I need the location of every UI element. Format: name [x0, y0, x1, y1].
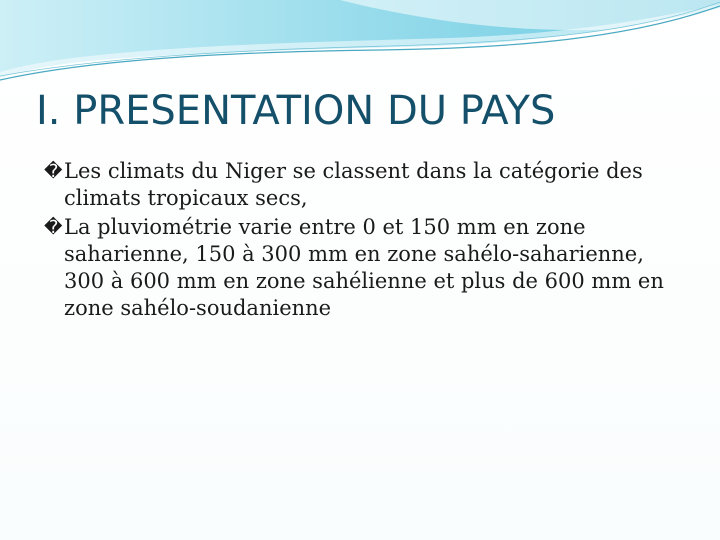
bullet-text: La pluviométrie varie entre 0 et 150 mm en zone saharienne, 150 à 300 mm en zone sahélo-saharienne, 300 à 600 mm en zone sahélienne et plus de 600 mm en zone sahélo-soudanienne [64, 215, 664, 320]
bullet-icon: � [44, 217, 63, 238]
slide-title: I. PRESENTATION DU PAYS [36, 88, 556, 134]
header-wave-decoration [0, 0, 720, 90]
bullet-icon: � [44, 161, 63, 182]
bullet-item-rainfall [44, 214, 684, 322]
bullet-text: Les climats du Niger se classent dans la catégorie des climats tropicaux secs, [64, 159, 643, 210]
bullet-item-climate [44, 158, 684, 212]
bullet-list [44, 158, 684, 324]
